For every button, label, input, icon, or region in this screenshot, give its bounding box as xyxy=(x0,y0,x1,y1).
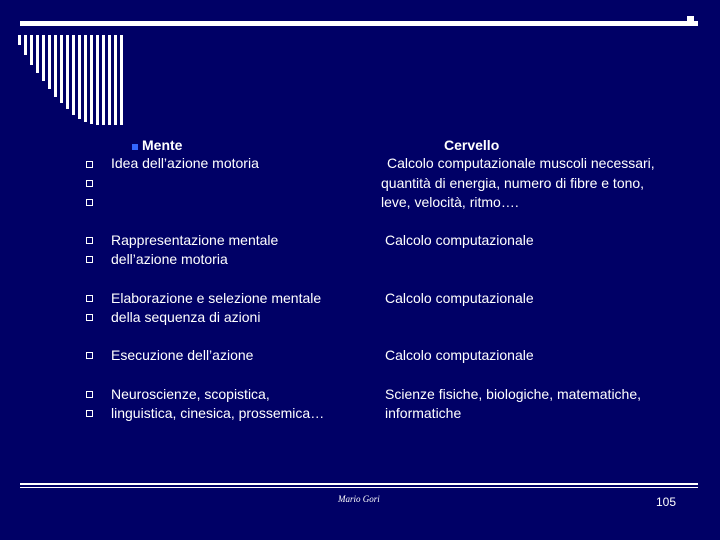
row-5-left-line-2: linguistica, cinesica, prossemica… xyxy=(111,405,325,421)
bullet-icon xyxy=(86,161,93,168)
row-3-left-line-1: Elaborazione e selezione mentale xyxy=(111,290,322,306)
header-bullet-icon xyxy=(132,144,138,150)
bullet-icon xyxy=(86,314,93,321)
top-rule xyxy=(20,21,698,26)
row-2-right-line-1: Calcolo computazionale xyxy=(385,232,534,248)
bullet-icon xyxy=(86,199,93,206)
bottom-rule xyxy=(20,483,698,485)
row-3-right-line-1: Calcolo computazionale xyxy=(385,290,534,306)
bullet-icon xyxy=(86,180,93,187)
header-cervello: Cervello xyxy=(444,137,500,153)
bullet-icon xyxy=(86,256,93,263)
bullet-icon xyxy=(86,237,93,244)
row-2-left-line-2: dell’azione motoria xyxy=(111,251,228,267)
footer-author: Mario Gori xyxy=(338,494,380,504)
bullet-icon xyxy=(86,391,93,398)
row-1-right-line-2: quantità di energia, numero di fibre e tono, xyxy=(381,175,645,191)
row-1-right-line-3: leve, velocità, ritmo…. xyxy=(381,194,519,210)
bullet-icon xyxy=(86,295,93,302)
bottom-rule-thin xyxy=(20,487,698,488)
bullet-icon xyxy=(86,410,93,417)
row-2-left-line-1: Rappresentazione mentale xyxy=(111,232,279,248)
row-4-right-line-1: Calcolo computazionale xyxy=(385,347,534,363)
bullet-icon xyxy=(86,352,93,359)
row-5-left-line-1: Neuroscienze, scopistica, xyxy=(111,386,270,402)
page-number: 105 xyxy=(656,495,677,509)
row-5-right-line-1: Scienze fisiche, biologiche, matematiche, xyxy=(385,386,642,402)
row-3-left-line-2: della sequenza di azioni xyxy=(111,309,261,325)
row-1-right-line-1: Calcolo computazionale muscoli necessari, xyxy=(387,155,655,171)
top-corner-mark xyxy=(687,16,694,23)
row-5-right-line-2: informatiche xyxy=(385,405,462,421)
row-1-left-line-1: Idea dell’azione motoria xyxy=(111,155,259,171)
row-4-left-line-1: Esecuzione dell’azione xyxy=(111,347,254,363)
header-mente: Mente xyxy=(142,137,183,153)
